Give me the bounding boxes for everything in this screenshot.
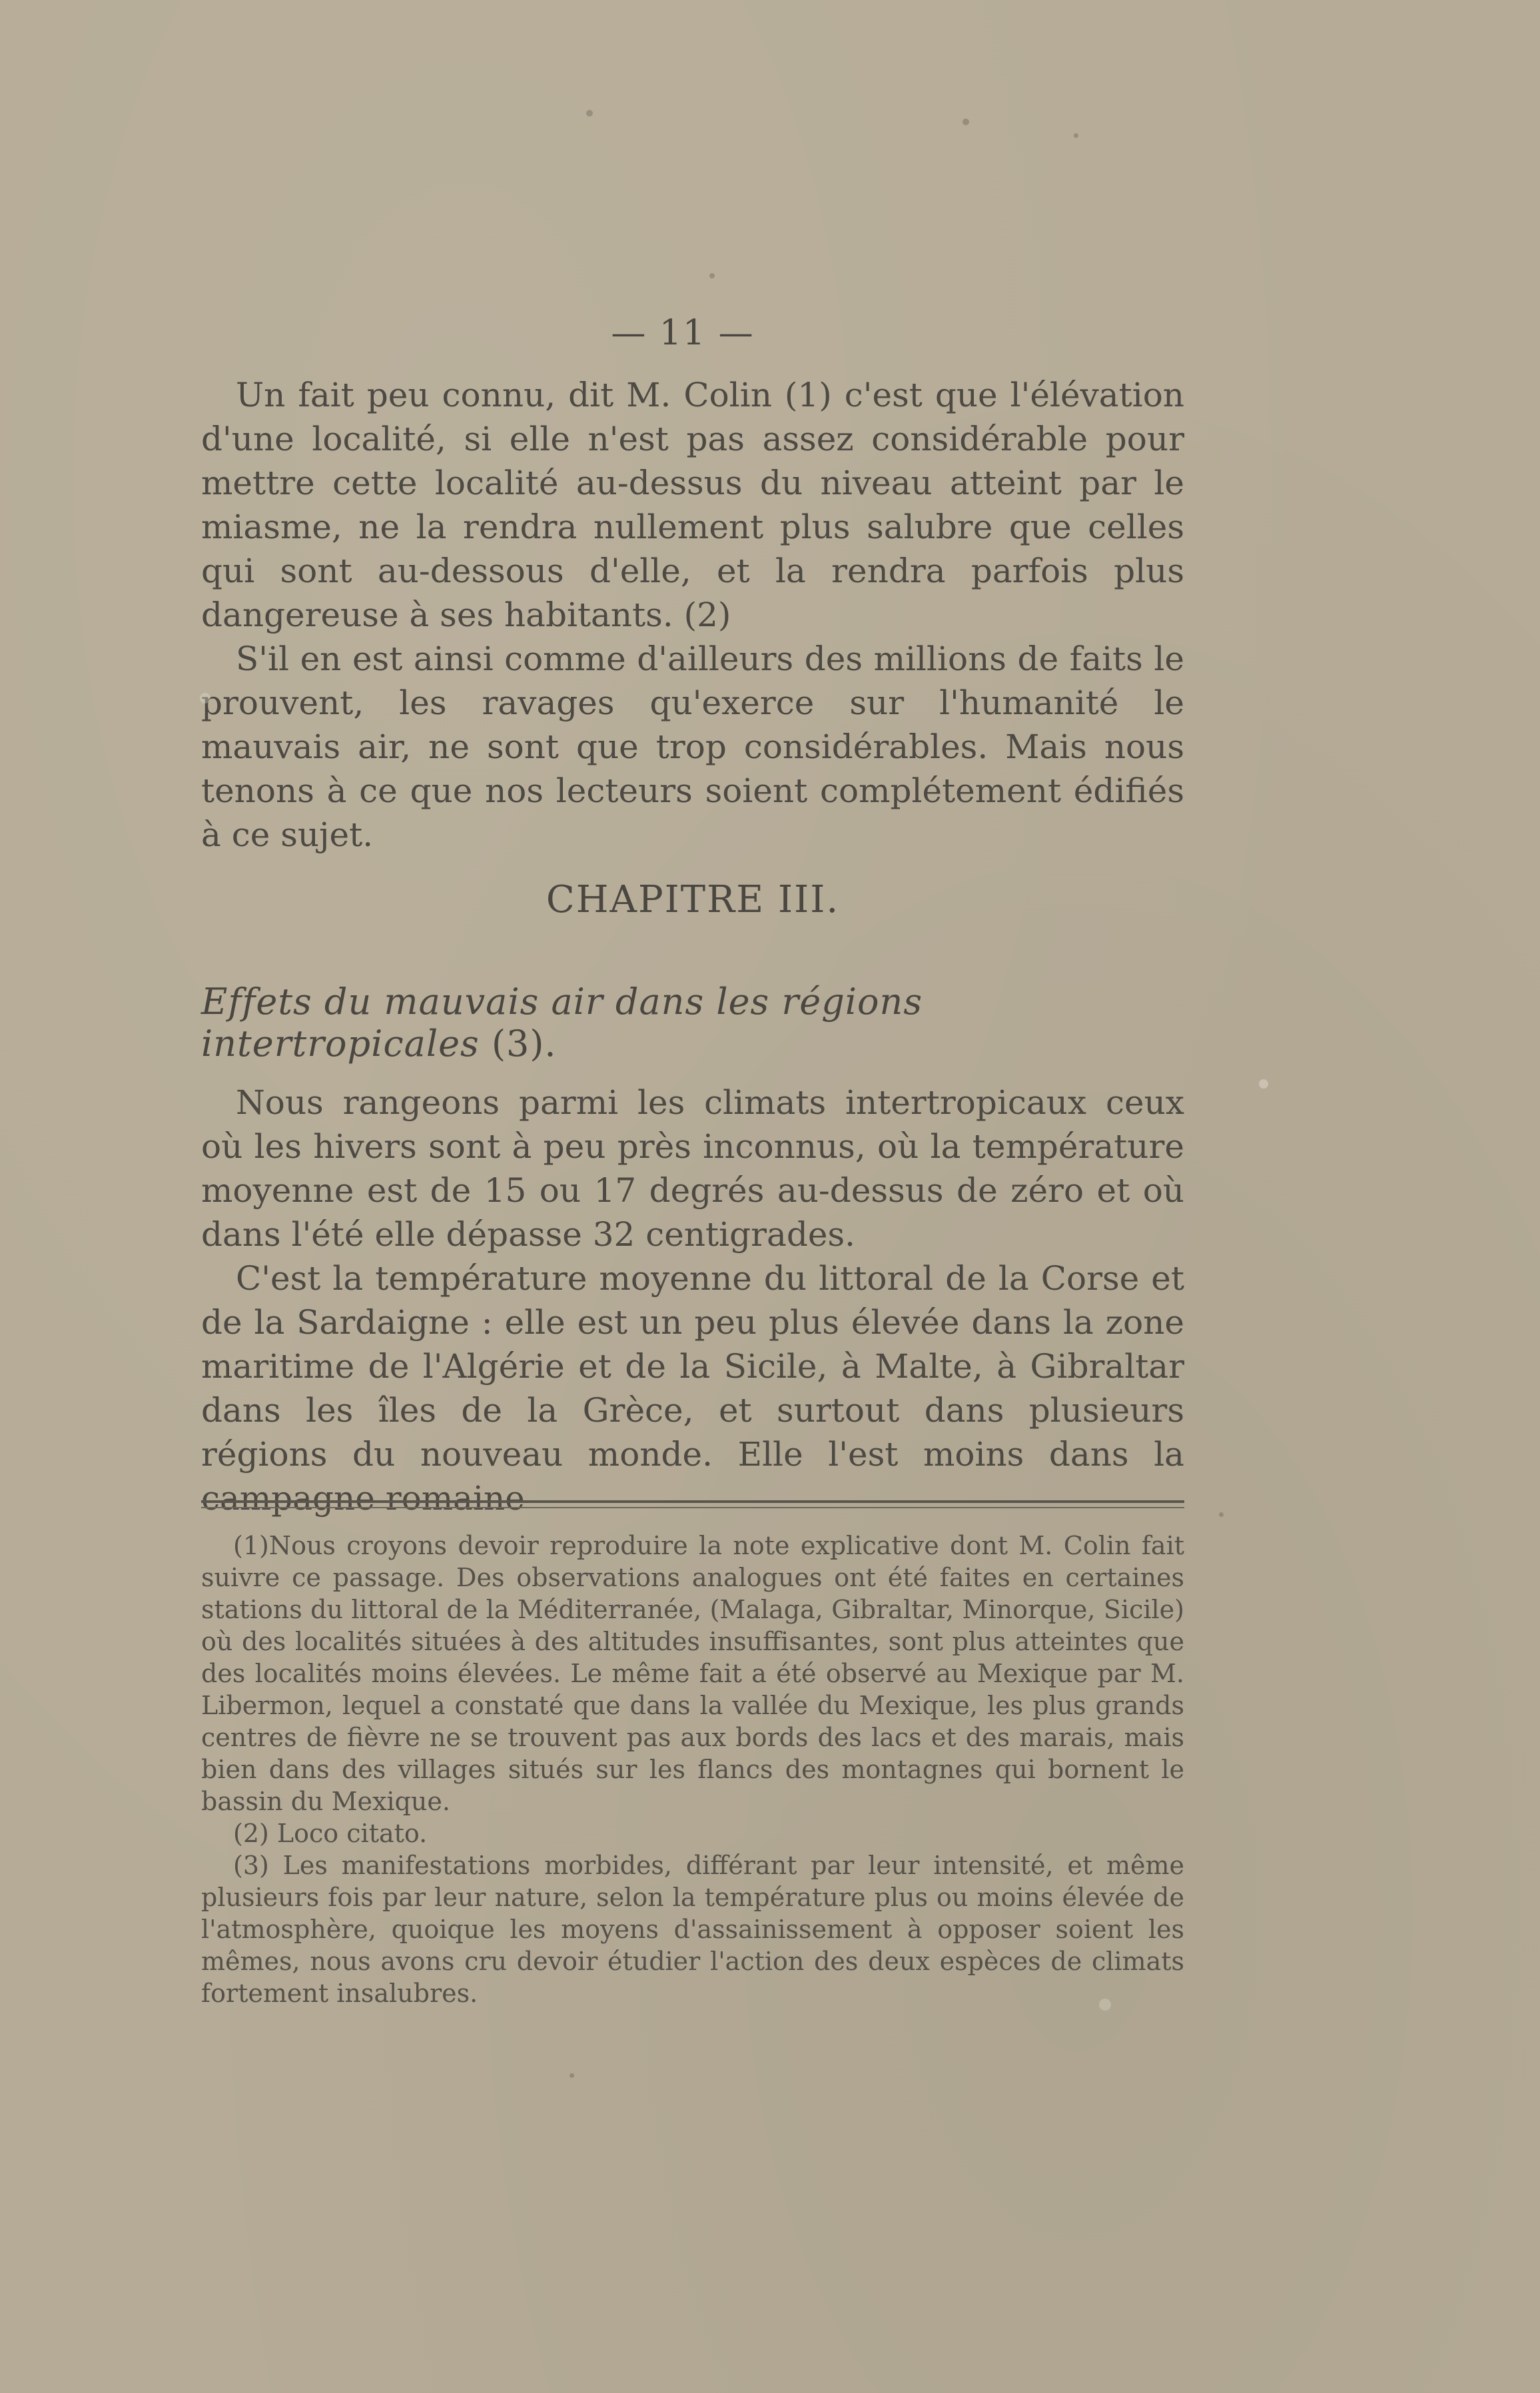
paragraph: Nous rangeons parmi les climats intertropicaux ceux où les hivers sont à peu près inconnus, où la température moyenne est de 15 ou 17 degrés au-dessus de zéro et où dans l'été elle dépasse 32 centigrades. <box>201 1083 1184 1254</box>
paper-speck <box>200 693 210 704</box>
section-title <box>201 981 1184 1065</box>
paper-speck <box>709 273 715 278</box>
paper-speck <box>1099 1999 1111 2011</box>
footnote: (3) Les manifestations morbides, différant par leur intensité, et même plusieurs fois par leur nature, selon la température plus ou moins élevée de l'atmosphère, quoique les moyens d'assainissement à opposer soient les mêmes, nous avons cru devoir étudier l'action des deux espèces de climats fortement insalubres. <box>201 1851 1184 2008</box>
chapter-heading: CHAPITRE III. <box>546 878 840 921</box>
section-title-text: Effets du mauvais air dans les régions intertropicales <box>201 981 923 1065</box>
footnote-divider-thin <box>201 1507 1184 1508</box>
paper-speck <box>570 2073 574 2078</box>
footnotes <box>201 1530 1184 2009</box>
opening-text-block <box>201 373 1184 857</box>
paragraph: S'il en est ainsi comme d'ailleurs des millions de faits le prouvent, les ravages qu'exerce sur l'humanité le mauvais air, ne sont que trop considérables. Mais nous tenons à ce que nos lecteurs soient complétement édifiés à ce sujet. <box>201 640 1184 854</box>
section-title-note-ref: (3). <box>491 1023 557 1065</box>
paper-speck <box>586 110 593 117</box>
paper-speck <box>962 119 969 125</box>
footnote-divider <box>201 1500 1184 1503</box>
paragraph: C'est la température moyenne du littoral de la Corse et de la Sardaigne : elle est un peu plus élevée dans la zone maritime de l'Algérie et de la Sicile, à Malte, à Gibraltar dans les îles de la Grèce, et surtout dans plusieurs régions du nouveau monde. Elle l'est moins dans la campagne romaine <box>201 1259 1184 1518</box>
paper-speck <box>1219 1512 1224 1517</box>
paper-speck <box>1259 1079 1268 1089</box>
page-number: — 11 — <box>611 313 755 353</box>
footnote: (1)Nous croyons devoir reproduire la note explicative dont M. Colin fait suivre ce passage. Des observations analogues ont été faites en certaines stations du littoral de la Méditerranée, (Malaga, Gibraltar, Minorque, Sicile) où des localités situées à des altitudes insuffisantes, sont plus atteintes que des localités moins élevées. Le même fait a été observé au Mexique par M. Libermon, lequel a constaté que dans la vallée du Mexique, les plus grands centres de fièvre ne se trouvent pas aux bords des lacs et des marais, mais bien dans des villages situés sur les flancs des montagnes qui bornent le bassin du Mexique. <box>201 1531 1184 1816</box>
footnote: (2) Loco citato. <box>233 1819 428 1848</box>
chapter-text-block <box>201 1081 1184 1520</box>
paragraph: Un fait peu connu, dit M. Colin (1) c'est que l'élévation d'une localité, si elle n'est pas assez considérable pour mettre cette localité au-dessus du niveau atteint par le miasme, ne la rendra nullement plus salubre que celles qui sont au-dessous d'elle, et la rendra parfois plus dangereuse à ses habitants. (2) <box>201 376 1184 634</box>
paper-speck <box>1074 133 1078 138</box>
